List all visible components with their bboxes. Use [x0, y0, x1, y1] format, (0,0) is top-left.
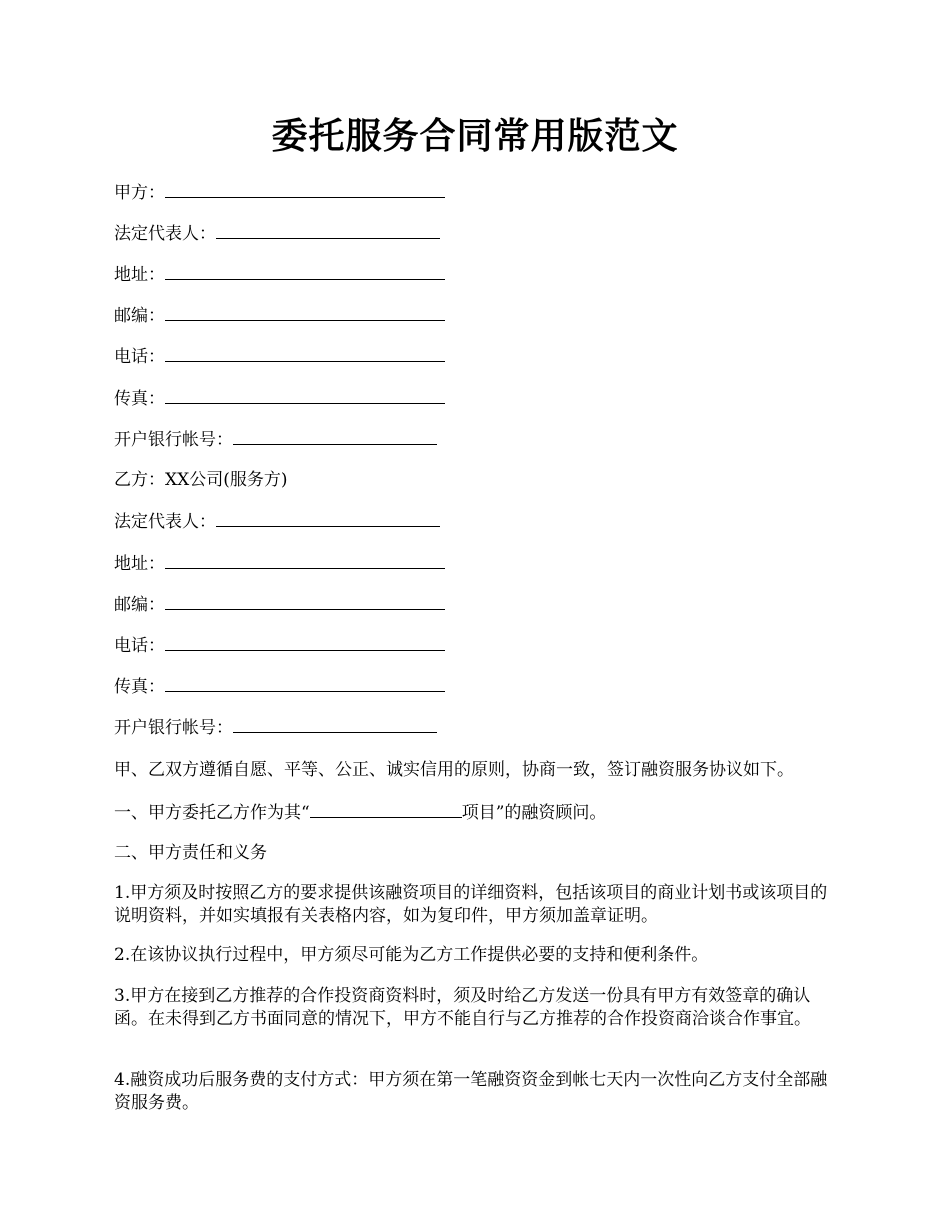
party-b-fax-blank[interactable]	[165, 674, 445, 692]
section-2-heading: 二、甲方责任和义务	[114, 843, 267, 863]
party-b-postcode-line	[114, 592, 445, 617]
clause-1-suffix: 项目”的融资顾问。	[461, 803, 607, 823]
item-1: 1.甲方须及时按照乙方的要求提供该融资项目的详细资料，包括该项目的商业计划书或该项目的说明资料，并如实填报有关表格内容，如为复印件，甲方须加盖章证明。	[114, 883, 828, 926]
party-a-phone-line	[114, 344, 445, 369]
party-b-phone-blank[interactable]	[165, 633, 445, 651]
party-b-postcode-label: 邮编：	[114, 595, 165, 615]
party-a-fax-blank[interactable]	[165, 386, 445, 404]
party-a-rep-label: 法定代表人：	[114, 224, 216, 244]
party-b-postcode-blank[interactable]	[165, 592, 445, 610]
item-4: 4.融资成功后服务费的支付方式：甲方须在第一笔融资资金到帐七天内一次性向乙方支付全部融资服务费。	[114, 1070, 828, 1113]
clause-1	[114, 800, 606, 825]
party-b-rep-line	[114, 509, 440, 534]
party-a-postcode-line	[114, 303, 445, 328]
party-b-bank-label: 开户银行帐号：	[114, 718, 233, 738]
party-a-rep-line	[114, 221, 440, 246]
party-b-bank-blank[interactable]	[233, 715, 437, 733]
party-b-address-blank[interactable]	[165, 551, 445, 569]
party-b-address-label: 地址：	[114, 554, 165, 574]
party-b-fax-line	[114, 674, 445, 699]
party-a-fax-label: 传真：	[114, 389, 165, 409]
party-a-bank-label: 开户银行帐号：	[114, 430, 233, 450]
party-b-rep-label: 法定代表人：	[114, 512, 216, 532]
document-title: 委托服务合同常用版范文	[271, 115, 679, 157]
party-b-rep-blank[interactable]	[216, 509, 440, 527]
party-b-address-line	[114, 551, 445, 576]
party-b-name-line	[114, 468, 287, 492]
party-a-bank-line	[114, 427, 437, 452]
project-name-blank[interactable]	[310, 800, 462, 818]
party-a-postcode-label: 邮编：	[114, 306, 165, 326]
party-a-address-label: 地址：	[114, 265, 165, 285]
party-b-fax-label: 传真：	[114, 677, 165, 697]
party-a-name-line	[114, 180, 445, 205]
party-a-bank-blank[interactable]	[233, 427, 437, 445]
party-b-phone-line	[114, 633, 445, 658]
item-2: 2.在该协议执行过程中，甲方须尽可能为乙方工作提供必要的支持和便利条件。	[114, 945, 709, 965]
party-b-bank-line	[114, 715, 437, 740]
item-3: 3.甲方在接到乙方推荐的合作投资商资料时，须及时给乙方发送一份具有甲方有效签章的确认函。在未得到乙方书面同意的情况下，甲方不能自行与乙方推荐的合作投资商洽谈合作事宜。	[114, 986, 811, 1029]
party-a-name-blank[interactable]	[165, 180, 445, 198]
clause-1-prefix: 一、甲方委托乙方作为其“	[114, 803, 310, 823]
party-b-name-label: 乙方：XX公司(服务方)	[114, 470, 288, 490]
party-a-phone-blank[interactable]	[165, 344, 445, 362]
party-a-address-blank[interactable]	[165, 262, 445, 280]
party-a-phone-label: 电话：	[114, 347, 165, 367]
party-a-name-label: 甲方：	[114, 183, 165, 203]
party-a-rep-blank[interactable]	[216, 221, 440, 239]
party-a-address-line	[114, 262, 445, 287]
preamble: 甲、乙双方遵循自愿、平等、公正、诚实信用的原则，协商一致，签订融资服务协议如下。	[114, 760, 794, 780]
party-a-fax-line	[114, 386, 445, 411]
party-b-phone-label: 电话：	[114, 636, 165, 656]
party-a-postcode-blank[interactable]	[165, 303, 445, 321]
